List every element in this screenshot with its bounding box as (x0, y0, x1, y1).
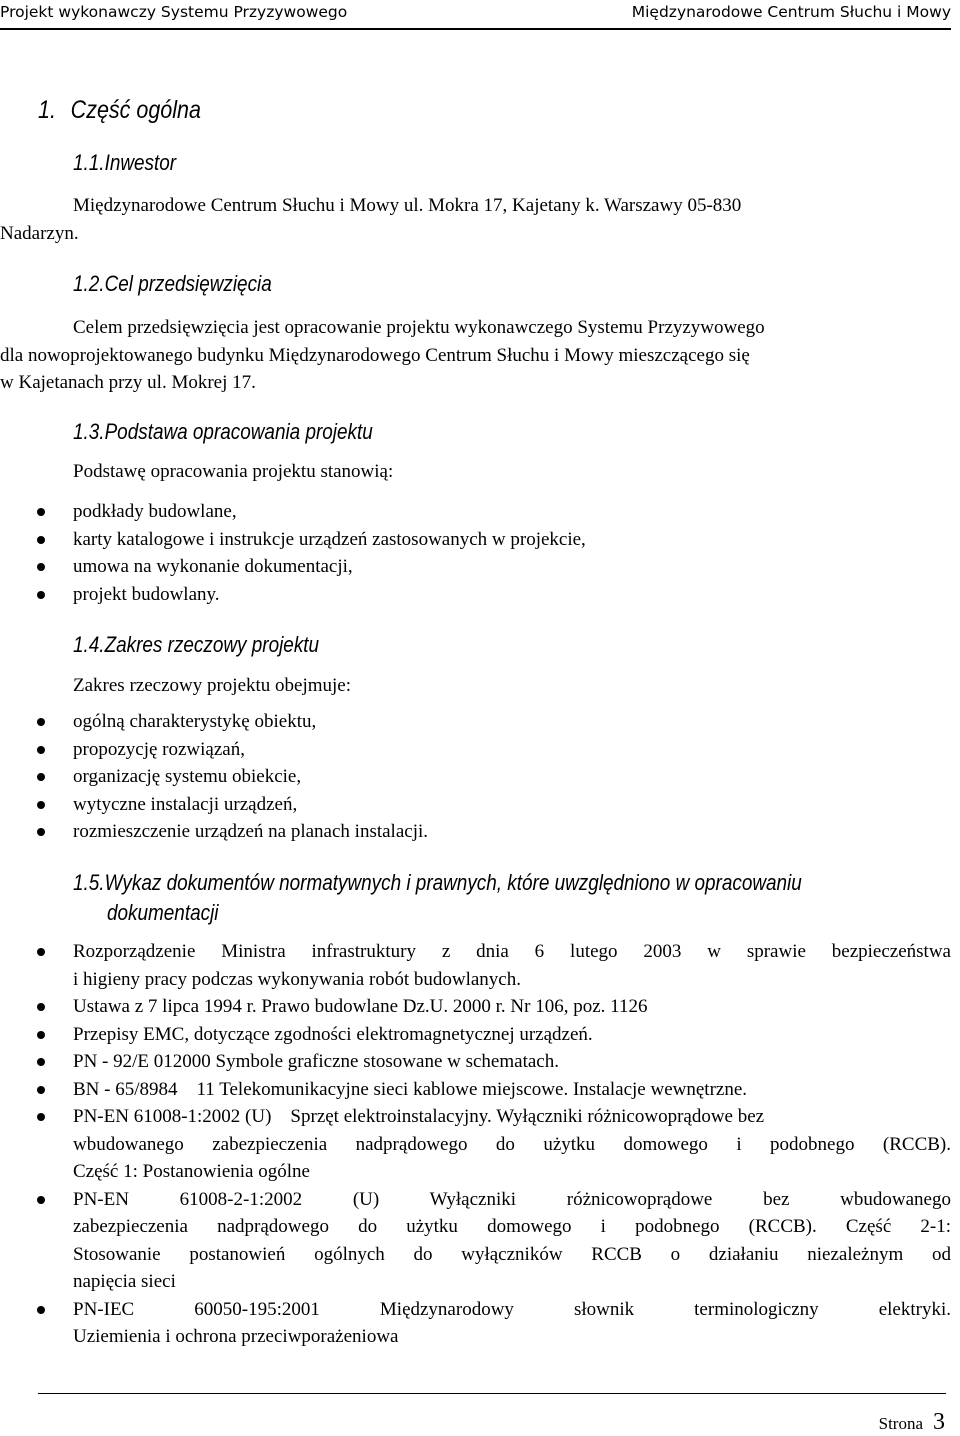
basis-list (0, 498, 951, 608)
bullet-icon (37, 1306, 45, 1314)
list-item-text: rozmieszczenie urządzeń na planach instalacji. (73, 821, 428, 842)
list-item (0, 938, 951, 993)
list-item (0, 818, 951, 846)
list-item-text: podkłady budowlane, (73, 501, 237, 522)
bullet-icon (37, 508, 45, 516)
list-item-text: PN-IEC 60050-195:2001 Międzynarodowy słownik terminologiczny elektryki. (73, 1298, 951, 1320)
list-item-text: wbudowanego zabezpieczenia nadprądowego do użytku domowego i podobnego (RCCB). (73, 1133, 951, 1155)
bullet-icon (37, 1113, 45, 1121)
scope-intro (0, 672, 951, 700)
list-item-text: umowa na wykonanie dokumentacji, (73, 556, 353, 577)
list-item-text: Przepisy EMC, dotyczące zgodności elektromagnetycznej urządzeń. (73, 1023, 593, 1045)
basis-intro-text: Podstawę opracowania projektu stanowią: (73, 461, 394, 482)
list-item (0, 791, 951, 819)
bullet-icon (37, 801, 45, 809)
list-item-text: karty katalogowe i instrukcje urządzeń zastosowanych w projekcie, (73, 528, 586, 550)
investor-line-1: Międzynarodowe Centrum Słuchu i Mowy ul. Mokra 17, Kajetany k. Warszawy 05-830 (73, 195, 742, 216)
section-1-5-title-line-2: dokumentacji (107, 900, 219, 925)
list-item-text: Stosowanie postanowień ogólnych do wyłączników RCCB o działaniu niezależnym od (73, 1243, 951, 1265)
section-1-4-heading (73, 630, 319, 660)
section-1-1-title: Inwestor (104, 150, 177, 175)
section-1-2-heading (73, 269, 272, 299)
section-1-2-number: 1.2. (73, 271, 105, 296)
bullet-icon (37, 591, 45, 599)
bullet-icon (37, 1003, 45, 1011)
bullet-icon (37, 536, 45, 544)
section-1-3-number: 1.3. (73, 419, 105, 444)
list-item-text: Uziemienia i ochrona przeciwporażeniowa (73, 1326, 399, 1347)
list-item (0, 993, 951, 1021)
list-item (0, 498, 951, 526)
list-item (0, 1021, 951, 1049)
section-1-1-number: 1.1. (73, 150, 105, 175)
normative-docs-list (0, 938, 951, 1351)
section-1-2-title: Cel przedsięwzięcia (104, 271, 272, 296)
goal-line-2: dla nowoprojektowanego budynku Międzynarodowego Centrum Słuchu i Mowy mieszczącego się (0, 344, 750, 366)
list-item-text: projekt budowlany. (73, 583, 220, 605)
list-item (0, 526, 951, 554)
footer-page-label: Strona (878, 1414, 923, 1433)
page-number: 3 (933, 1409, 945, 1435)
list-item-text: PN-EN 61008-1:2002 (U) Sprzęt elektroinstalacyjny. Wyłączniki różnicowoprądowe bez (73, 1106, 765, 1127)
bullet-icon (37, 718, 45, 726)
goal-line-3: w Kajetanach przy ul. Mokrej 17. (0, 372, 256, 393)
section-1-4-title: Zakres rzeczowy projektu (104, 632, 320, 657)
list-item (0, 1076, 951, 1104)
list-item-text: propozycję rozwiązań, (73, 738, 245, 760)
bullet-icon (37, 1058, 45, 1066)
bullet-icon (37, 563, 45, 571)
investor-paragraph (0, 192, 951, 247)
list-item (0, 553, 951, 581)
basis-intro (0, 458, 951, 486)
list-item (0, 1296, 951, 1351)
section-1-3-title: Podstawa opracowania projektu (104, 419, 373, 444)
section-1-5-heading-cont (107, 898, 218, 928)
section-1-5-title-line-1: Wykaz dokumentów normatywnych i prawnych, które uwzględniono w opracowaniu (104, 870, 802, 895)
list-item-text: ogólną charakterystykę obiektu, (73, 711, 317, 732)
list-item-text: napięcia sieci (73, 1271, 176, 1292)
list-item-text: Ustawa z 7 lipca 1994 r. Prawo budowlane Dz.U. 2000 r. Nr 106, poz. 1126 (73, 996, 648, 1017)
list-item (0, 1186, 951, 1296)
bullet-icon (37, 828, 45, 836)
bullet-icon (37, 773, 45, 781)
list-item-text: Rozporządzenie Ministra infrastruktury z dnia 6 lutego 2003 w sprawie bezpieczeństwa (73, 941, 951, 962)
list-item-text: i higieny pracy podczas wykonywania robót budowlanych. (73, 968, 521, 990)
header-left-title: Projekt wykonawczy Systemu Przyzywowego (0, 3, 348, 21)
page-header (0, 3, 951, 27)
list-item-text: wytyczne instalacji urządzeń, (73, 793, 298, 815)
bullet-icon (37, 746, 45, 754)
section-1-title: Część ogólna (70, 96, 201, 124)
scope-list (0, 708, 951, 846)
bullet-icon (37, 1031, 45, 1039)
header-rule (0, 28, 951, 30)
list-item-text: BN - 65/8984 11 Telekomunikacyjne sieci kablowe miejscowe. Instalacje wewnętrzne. (73, 1078, 748, 1100)
scope-intro-text: Zakres rzeczowy projektu obejmuje: (73, 675, 352, 696)
bullet-icon (37, 1196, 45, 1204)
list-item (0, 763, 951, 791)
investor-line-2: Nadarzyn. (0, 222, 79, 244)
bullet-icon (37, 1086, 45, 1094)
list-item (0, 708, 951, 736)
section-1-heading (38, 96, 201, 125)
section-1-5-heading (73, 868, 802, 898)
list-item (0, 581, 951, 609)
list-item-text: organizację systemu obiekcie, (73, 766, 302, 787)
bullet-icon (37, 948, 45, 956)
section-1-3-heading (73, 417, 373, 447)
section-1-number: 1. (38, 96, 56, 124)
section-1-5-number: 1.5. (73, 870, 105, 895)
goal-paragraph (0, 314, 951, 397)
list-item (0, 1103, 951, 1186)
list-item (0, 736, 951, 764)
list-item (0, 1048, 951, 1076)
section-1-1-heading (73, 148, 176, 178)
footer-rule (38, 1393, 946, 1394)
header-right-title: Międzynarodowe Centrum Słuchu i Mowy (631, 3, 951, 21)
list-item-text: PN - 92/E 012000 Symbole graficzne stosowane w schematach. (73, 1051, 559, 1072)
list-item-text: Część 1: Postanowienia ogólne (73, 1161, 310, 1182)
goal-line-1: Celem przedsięwzięcia jest opracowanie projektu wykonawczego Systemu Przyzywowego (73, 317, 765, 338)
list-item-text: PN-EN 61008-2-1:2002 (U) Wyłączniki różnicowoprądowe bez wbudowanego (73, 1188, 951, 1210)
section-1-4-number: 1.4. (73, 632, 105, 657)
list-item-text: zabezpieczenia nadprądowego do użytku domowego i podobnego (RCCB). Część 2-1: (73, 1216, 951, 1237)
